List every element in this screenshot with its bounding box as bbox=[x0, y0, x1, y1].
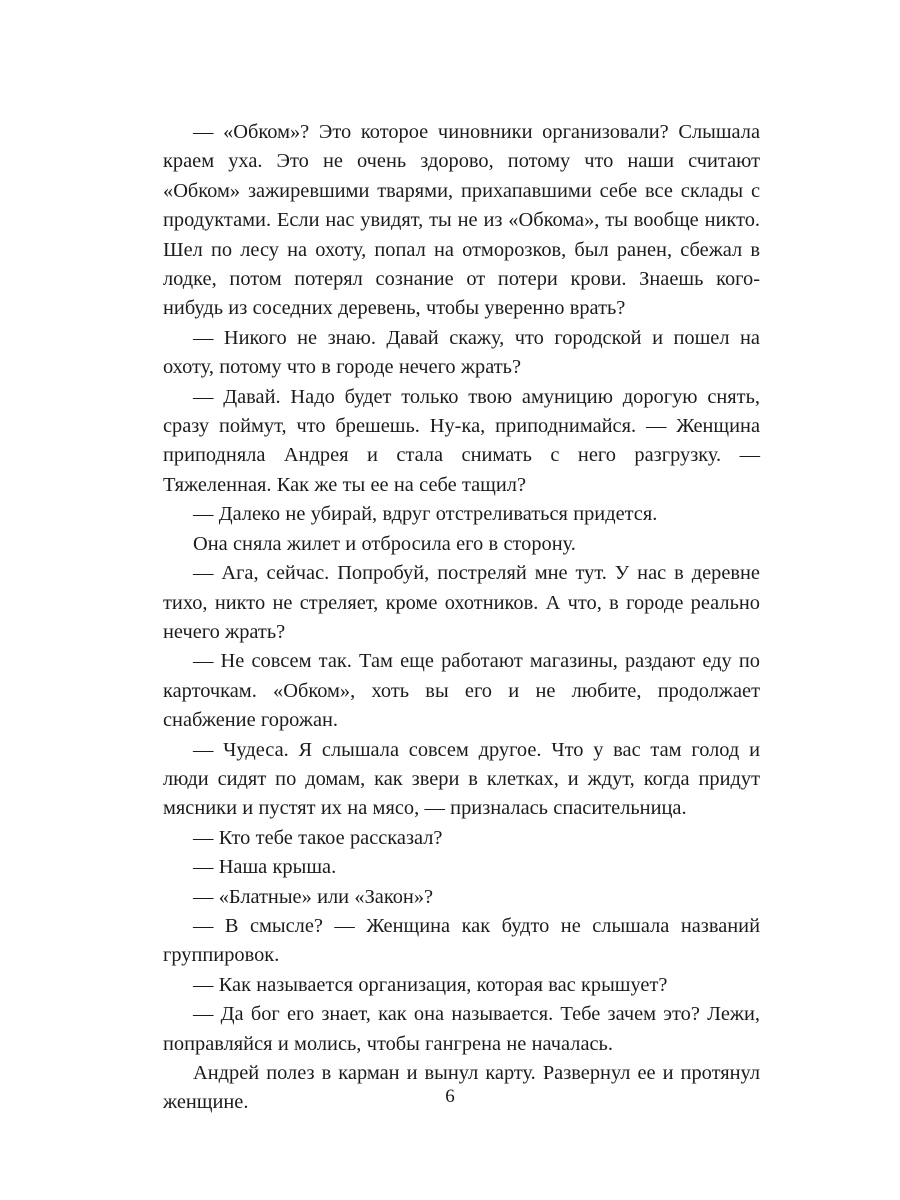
paragraph: — Наша крыша. bbox=[193, 856, 337, 879]
paragraph: — Как называется организация, которая вас крышует? bbox=[193, 973, 668, 996]
paragraph: — Давай. Надо будет только твою амуницию дорогую снять, сразу поймут, что брешешь. Ну-ка, приподнимайся. — Женщина приподняла Андрея и стала снимать с него разгрузку. — Тяжеленная. Как же ты ее на себе тащил? bbox=[163, 385, 760, 496]
paragraph: — Да бог его знает, как она называется. Тебе зачем это? Лежи, поправляйся и молись, чтобы гангрена не началась. bbox=[163, 1003, 760, 1055]
paragraph: — Никого не знаю. Давай скажу, что городской и пошел на охоту, потому что в городе нечего жрать? bbox=[163, 326, 760, 379]
paragraph: — «Обком»? Это которое чиновники организовали? Слышала краем уха. Это не очень здорово, потому что наши считают «Обком» зажиревшими тварями, прихапавшими себе все склады с продуктами. Если нас увидят, ты не из «Обкома», ты вообще никто. Шел по лесу на охоту, попал на отморозков, был ранен, сбежал в лодке, потом потерял сознание от потери крови. Знаешь кого-нибудь из соседних деревень, чтобы уверенно врать? bbox=[163, 121, 760, 320]
paragraph: — В смысле? — Женщина как будто не слышала названий группировок. bbox=[163, 914, 760, 967]
paragraph: — Кто тебе такое рассказал? bbox=[193, 826, 443, 849]
paragraph: Андрей полез в карман и вынул карту. Развернул ее и протянул женщине. bbox=[163, 1062, 760, 1114]
paragraph: — Чудеса. Я слышала совсем другое. Что у вас там голод и люди сидят по домам, как звери в клетках, и ждут, когда придут мясники и пустят их на мясо, — призналась спасительница. bbox=[163, 738, 760, 820]
page-text-block bbox=[163, 118, 760, 1118]
paragraph: — Далеко не убирай, вдруг отстреливаться придется. bbox=[193, 503, 658, 526]
paragraph: — Ага, сейчас. Попробуй, постреляй мне тут. У нас в деревне тихо, никто не стреляет, кроме охотников. А что, в городе реально нечего жрать? bbox=[163, 562, 760, 643]
paragraph: — Не совсем так. Там еще работают магазины, раздают еду по карточкам. «Обком», хоть вы его и не любите, продолжает снабжение горожан. bbox=[163, 650, 760, 732]
paragraph: — «Блатные» или «Закон»? bbox=[193, 885, 434, 908]
page-number: 6 bbox=[445, 1086, 455, 1107]
paragraph: Она сняла жилет и отбросила его в сторону. bbox=[193, 532, 576, 555]
